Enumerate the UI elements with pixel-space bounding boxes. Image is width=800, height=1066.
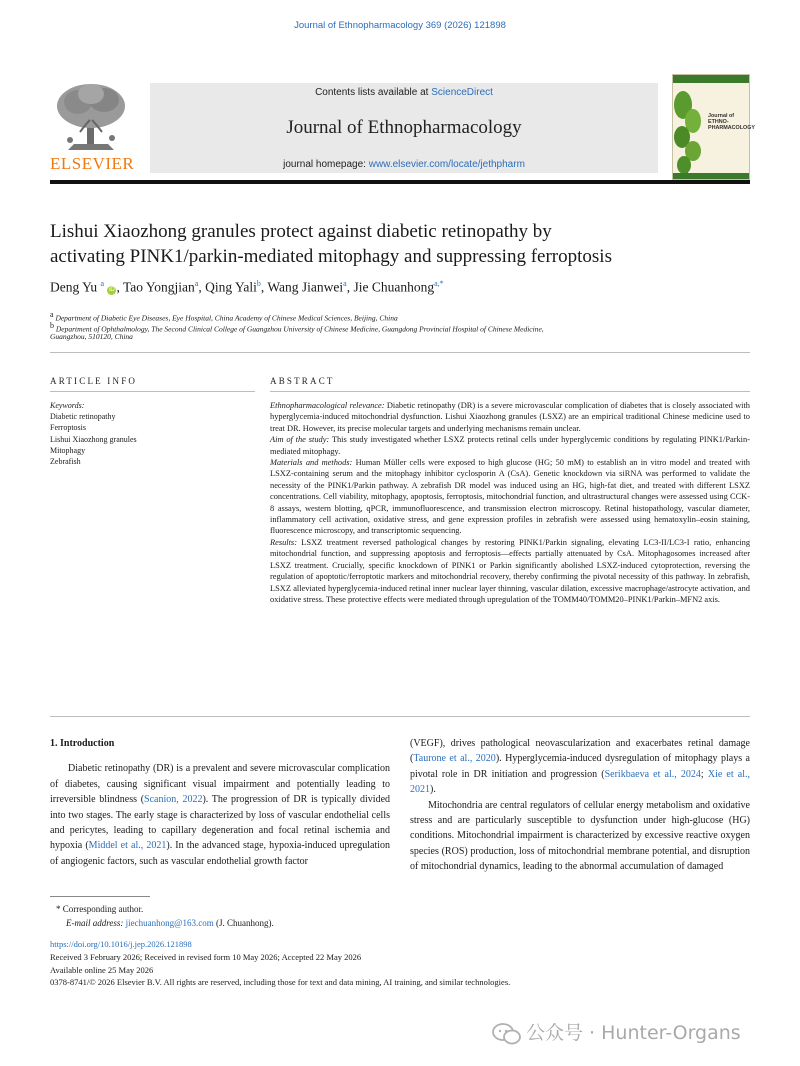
journal-homepage-link[interactable]: www.elsevier.com/locate/jethpharm bbox=[368, 159, 525, 170]
journal-cover-thumbnail[interactable] bbox=[672, 74, 756, 180]
corresponding-footnote: * Corresponding author. bbox=[56, 904, 144, 914]
affiliation-b-text: Department of Ophthalmology, The Second Clinical College of Guangzhou University of Chinese Medicine, Guangdong Provincial Hospital of Chinese Medicine, bbox=[55, 324, 544, 334]
citation-link[interactable]: Serikbaeva et al., 2024 bbox=[604, 768, 701, 780]
title-line-2: activating PINK1/parkin-mediated mitophagy and suppressing ferroptosis bbox=[50, 246, 612, 267]
affiliation-b-continued: Guangzhou, 510120, China bbox=[50, 332, 133, 341]
email-link[interactable]: jiechuanhong@163.com bbox=[125, 918, 214, 928]
abstract-results-label: Results: bbox=[270, 537, 297, 547]
orcid-icon[interactable]: iD bbox=[109, 286, 115, 293]
abstract-methods bbox=[270, 457, 750, 537]
abstract-aim-text: This study investigated whether LSXZ protects retinal cells under hyperglycemic conditions by regulating PINK1/Parkin-mediated mitophagy. bbox=[270, 435, 750, 456]
abstract-relevance-text: Diabetic retinopathy (DR) is a severe microvascular complication of diabetes that is closely associated with hyperglycemia-induced mitochondrial dysfunction. Lishui Xiaozhong granules (LSXZ) are an empirical traditional Chinese medicine used to treat DR. However, its precise molecular targets and underlying mechanisms remain unclear. bbox=[270, 401, 750, 433]
online-date: Available online 25 May 2026 bbox=[50, 964, 154, 975]
email-label: E-mail address: bbox=[66, 918, 124, 928]
paragraph-text: Diabetic retinopathy (DR) is a prevalent and severe microvascular complication of diabetes, causing significant visual impairment and potentially leading to irreversible blindness ( bbox=[50, 763, 390, 806]
corresponding-text: Corresponding author. bbox=[62, 904, 144, 914]
paragraph-text: ). Hyperglycemia-induced dysregulation of mitophagy plays a pivotal role in DR initiation and progression ( bbox=[410, 753, 750, 780]
keyword[interactable]: Zebrafish bbox=[50, 457, 81, 467]
watermark-text: 公众号 · Hunter-Organs bbox=[526, 1022, 741, 1044]
affiliation-b: $^b$ Department of Ophthalmology, The Second Clinical College of Guangzhou University of Chinese Medicine, Guangdong Provincial Hospital of Chinese Medicine, bbox=[50, 321, 544, 334]
paragraph-text: ; bbox=[700, 768, 708, 780]
article-info-heading: ARTICLE INFO bbox=[50, 376, 138, 386]
sciencedirect-link[interactable]: ScienceDirect bbox=[431, 87, 493, 98]
abstract-methods-text: Human Müller cells were exposed to high glucose (HG; 50 mM) to establish an in vitro model and treated with LSXZ-containing serum and the mitophagy inhibitor cyclosporin A (CsA). Genetic knockdown via siRNA was performed to validate the necessity of the PINK1/Parkin pathway. A zebrafish DR model was induced using an HG, high-fat diet, and treated with different LSXZ concentrations. Cell viability, mitophagy, apoptosis, ferroptosis, mitochondrial function, and ultrastructural changes were assessed using CCK-8 assays, western blotting, qPCR, immunofluorescence, and transmission electron microscopy. Retinal histopathology, vascular diameter, inflammatory cell activation, oxidative stress, and gene expression profiles in zebrafish were assessed using hematoxylin–eosin staining, fluorescence microscopy, and transcriptomic sequencing. bbox=[270, 458, 750, 536]
author-name[interactable]: Qing Yali bbox=[205, 279, 257, 295]
author-name[interactable]: Wang Jianwei bbox=[267, 279, 344, 295]
author-list: Deng Yu $^a$ iD , Tao Yongjian$^a$, Qing Yali$^b$, Wang Jianwei$^a$, Jie Chuanhong$^{a,*}$ bbox=[50, 279, 444, 295]
paragraph-text: (VEGF), drives pathological neovascularization and exacerbates retinal damage ( bbox=[410, 738, 750, 765]
journal-homepage-line bbox=[150, 159, 658, 170]
body-column-left bbox=[50, 736, 390, 869]
section-heading-introduction: 1. Introduction bbox=[50, 738, 115, 749]
elsevier-tree-logo[interactable] bbox=[50, 80, 135, 173]
citation-link[interactable]: Xie et al., 2021 bbox=[410, 768, 751, 796]
abstract-body bbox=[270, 400, 750, 605]
wechat-icon bbox=[492, 1022, 522, 1046]
abstract-results-text: LSXZ treatment reversed pathological changes by restoring PINK1/Parkin signaling, elevating LC3-II/LC3-I ratio, enhancing mitochondrial function, and suppressing apoptosis and ferroptosis—effects partially attenuated by CsA. Mitophagosomes increased after LSXZ treatment. Crucially, specific knockdown of PINK1 or Parkin significantly abolished LSXZ-induced cytoprotection, reversing the regulation of apoptotic/ferroptotic markers and mitochondrial recovery, thereby confirming the pivotal necessity of this pathway. In zebrafish, LSXZ alleviated hyperglycemia-induced retinal inner nuclear layer thinning, vascular dilation, excessive macrophage/astrocyte activation, and oxidative stress. These protective effects were mediated through upregulation of the TOMM40/TOMM20–PINK1/Parkin–MFN2 axis. bbox=[270, 537, 750, 604]
keywords-label: Keywords: bbox=[50, 401, 85, 410]
abstract-relevance bbox=[270, 400, 750, 434]
keywords-block bbox=[50, 400, 255, 467]
paragraph-text: ). bbox=[430, 784, 436, 796]
divider bbox=[50, 716, 750, 717]
header-divider bbox=[50, 180, 750, 184]
author-name[interactable]: Jie Chuanhong bbox=[353, 279, 435, 295]
contents-available-line bbox=[150, 87, 658, 98]
keyword[interactable]: Lishui Xiaozhong granules bbox=[50, 434, 137, 444]
divider bbox=[270, 391, 750, 392]
homepage-prefix: journal homepage: bbox=[283, 159, 369, 170]
elsevier-wordmark: ELSEVIER bbox=[50, 154, 135, 173]
keyword[interactable]: Ferroptosis bbox=[50, 423, 86, 433]
article-title[interactable] bbox=[50, 219, 750, 269]
contents-prefix: Contents lists available at bbox=[315, 87, 432, 98]
footnotes bbox=[50, 902, 750, 930]
journal-citation-header[interactable]: Journal of Ethnopharmacology 369 (2026) 121898 bbox=[294, 20, 506, 31]
journal-title[interactable]: Journal of Ethnopharmacology bbox=[286, 117, 522, 138]
abstract-aim bbox=[270, 434, 750, 457]
copyright-line: 0378-8741/© 2026 Elsevier B.V. All rights are reserved, including those for text and data mining, AI training, and similar technologies. bbox=[50, 977, 511, 988]
keyword[interactable]: Mitophagy bbox=[50, 445, 86, 455]
title-line-1: Lishui Xiaozhong granules protect against diabetic retinopathy by bbox=[50, 221, 552, 242]
author-affil-sup[interactable]: b bbox=[256, 279, 261, 288]
paragraph-text: ). In the advanced stage, hypoxia-induced upregulation of angiogenic factors, such as vascular endothelial growth factor bbox=[50, 840, 391, 867]
tree-icon bbox=[50, 80, 132, 154]
doi-link[interactable]: https://doi.org/10.1016/j.jep.2026.121898 bbox=[50, 939, 192, 949]
abstract-methods-label: Materials and methods: bbox=[270, 458, 353, 468]
intro-paragraph-1 bbox=[50, 761, 390, 869]
cover-title: Journal of ETHNO- PHARMACOLOGY bbox=[708, 113, 756, 131]
divider bbox=[50, 352, 750, 353]
author-affil-sup[interactable]: a bbox=[343, 279, 347, 288]
author-name[interactable]: Deng Yu bbox=[50, 279, 98, 295]
footnote-divider bbox=[50, 896, 150, 897]
intro-paragraph-2: Mitochondria are central regulators of cellular energy metabolism and oxidative stress and are particularly susceptible to dysfunction under high-glucose (HG) conditions. Mitochondrial impairment is characterized by excessive reactive oxygen species (ROS) production, loss of mitochondrial membrane potential, and disruption of mitochondrial dynamics, leading to the abnormal accumulation of damaged bbox=[410, 799, 750, 873]
author-affil-sup[interactable]: a bbox=[194, 279, 199, 288]
author-affil-sup[interactable]: a,* bbox=[434, 279, 444, 288]
publication-info bbox=[50, 938, 750, 989]
divider bbox=[50, 391, 255, 392]
paragraph-text: ). The progression of DR is typically divided into two stages. The early stage is characterized by loss of vascular endothelial cells and pericytes, leading to capillary degeneration and focal retinal ischemia and hypoxia ( bbox=[50, 794, 391, 852]
wechat-watermark bbox=[492, 1018, 792, 1048]
affiliation-a: $^a$ Department of Diabetic Eye Diseases, Eye Hospital, China Academy of Chinese Medical Sciences, Beijing, China bbox=[50, 310, 398, 323]
email-suffix: (J. Chuanhong). bbox=[213, 918, 274, 928]
citation-link[interactable]: Taurone et al., 2020 bbox=[413, 753, 496, 765]
abstract-heading: ABSTRACT bbox=[270, 376, 335, 386]
abstract-aim-label: Aim of the study: bbox=[270, 435, 330, 445]
received-dates: Received 3 February 2026; Received in revised form 10 May 2026; Accepted 22 May 2026 bbox=[50, 951, 362, 962]
abstract-results bbox=[270, 537, 750, 605]
abstract-relevance-label: Ethnopharmacological relevance: bbox=[270, 401, 385, 410]
author-affil-sup[interactable]: a bbox=[100, 279, 105, 288]
affiliation-a-text: Department of Diabetic Eye Diseases, Eye Hospital, China Academy of Chinese Medical Sciences, Beijing, China bbox=[55, 313, 398, 323]
body-column-right bbox=[410, 736, 750, 875]
journal-banner bbox=[50, 80, 756, 178]
citation-link[interactable]: Scanion, 2022 bbox=[144, 794, 203, 806]
banner-center-panel bbox=[150, 83, 658, 173]
author-name[interactable]: Tao Yongjian bbox=[122, 279, 195, 295]
keyword[interactable]: Diabetic retinopathy bbox=[50, 412, 116, 422]
citation-link[interactable]: Middel et al., 2021 bbox=[88, 840, 167, 852]
intro-paragraph-1-continued bbox=[410, 736, 750, 798]
email-footnote bbox=[50, 916, 750, 930]
